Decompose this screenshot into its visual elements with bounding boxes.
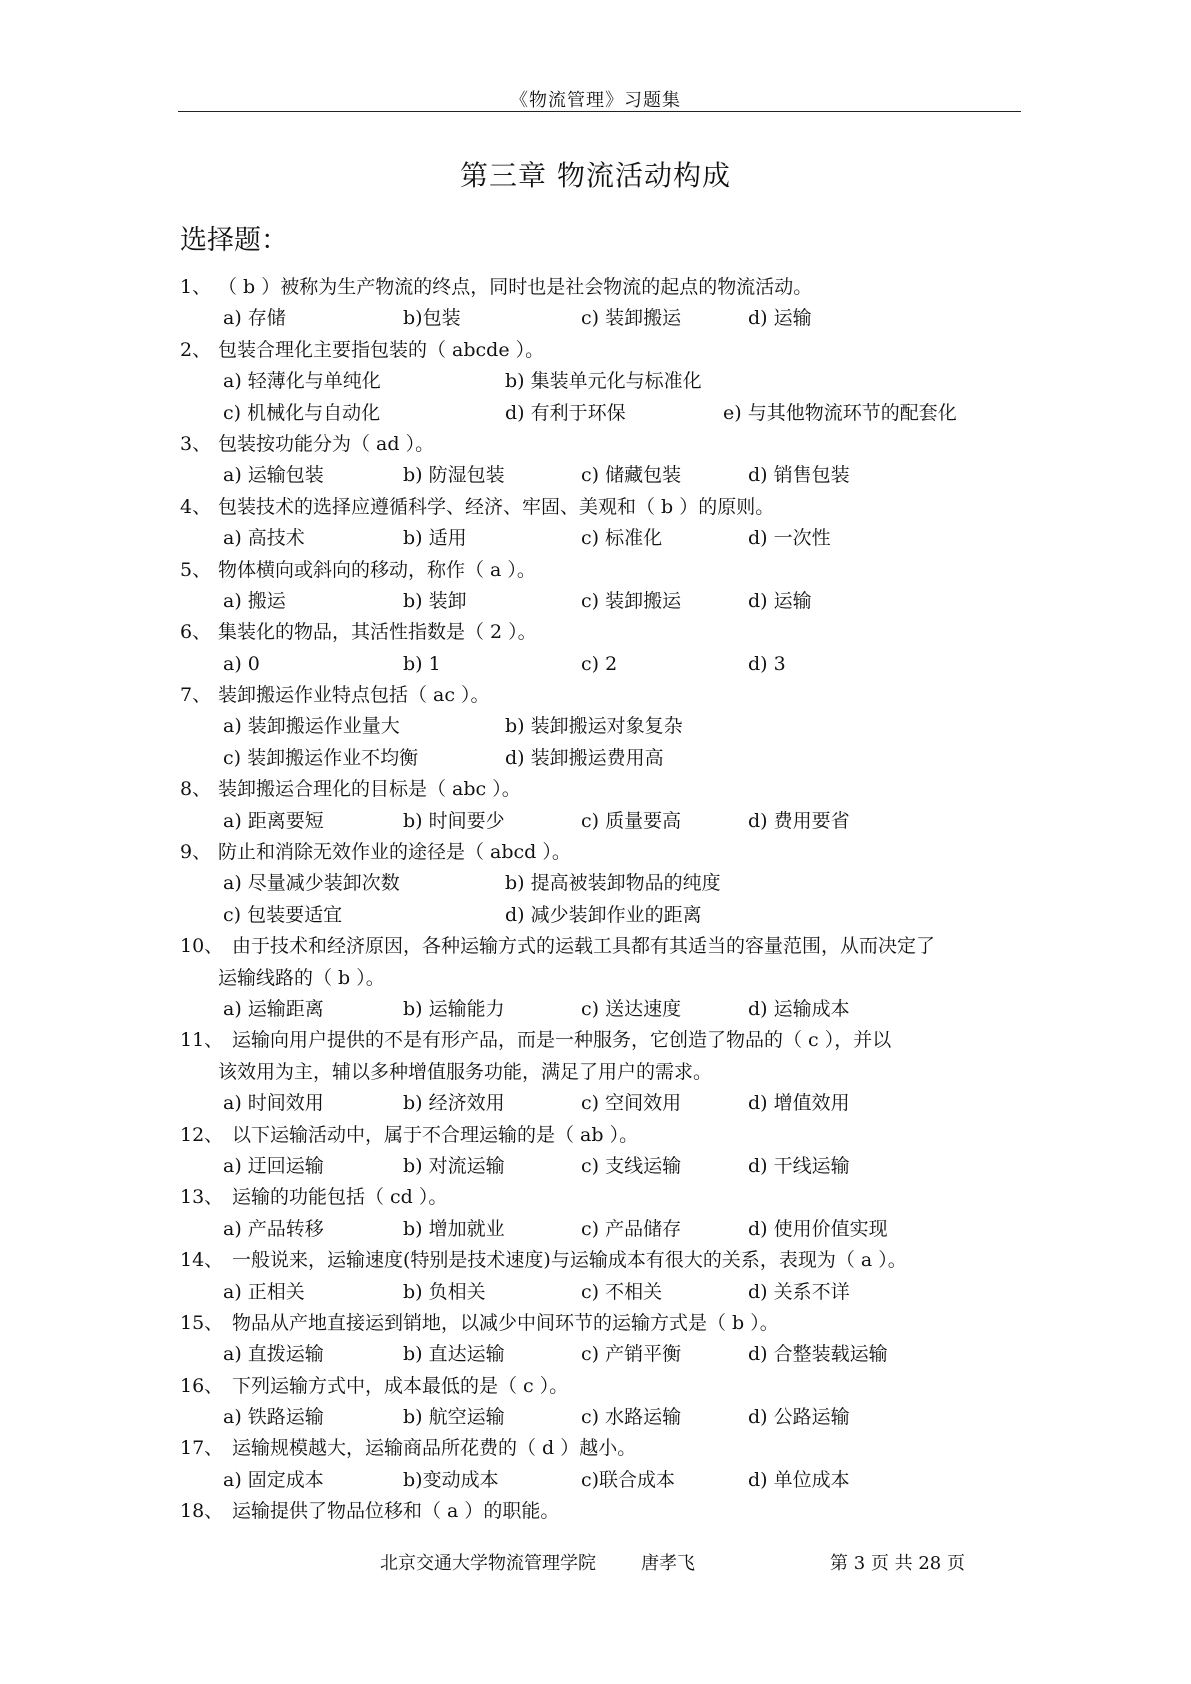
answer-option: a) 产品转移 bbox=[223, 1217, 324, 1240]
question-line bbox=[180, 335, 1020, 366]
answer-option: d) 合整装载运输 bbox=[748, 1343, 888, 1366]
question-line bbox=[180, 617, 1020, 648]
answer-option: c) 支线运输 bbox=[581, 1154, 682, 1177]
question-line bbox=[180, 680, 1020, 711]
option-row bbox=[180, 460, 1020, 491]
question-line bbox=[180, 492, 1020, 523]
question-text: 运输向用户提供的不是有形产品，而是一种服务，它创造了物品的（ c ），并以 bbox=[232, 1029, 892, 1052]
answer-option: c)联合成本 bbox=[581, 1468, 676, 1491]
option-row bbox=[180, 711, 1020, 742]
answer-option: b) 时间要少 bbox=[403, 809, 505, 832]
answer-option: c) 标准化 bbox=[581, 527, 663, 550]
question-text: 下列运输方式中，成本最低的是（ c ）。 bbox=[232, 1374, 569, 1397]
question-list bbox=[180, 272, 1020, 1528]
option-row bbox=[180, 1465, 1020, 1496]
answer-option: e) 与其他物流环节的配套化 bbox=[723, 401, 957, 424]
answer-option: c) 产品储存 bbox=[581, 1217, 682, 1240]
question-text: 运输规模越大，运输商品所花费的（ d ）越小。 bbox=[232, 1437, 637, 1460]
question-number: 8、 bbox=[180, 778, 212, 801]
question-text-continued: 运输线路的（ b ）。 bbox=[218, 966, 385, 989]
answer-option: c) 空间效用 bbox=[581, 1092, 682, 1115]
answer-option: c) 包装要适宜 bbox=[223, 903, 343, 926]
section-title: 选择题： bbox=[180, 225, 288, 256]
answer-option: d) 减少装卸作业的距离 bbox=[505, 903, 702, 926]
question-text: 物体横向或斜向的移动，称作（ a ）。 bbox=[218, 558, 536, 581]
answer-option: d) 3 bbox=[748, 652, 786, 675]
answer-option: c) 不相关 bbox=[581, 1280, 663, 1303]
answer-option: b) 装卸 bbox=[403, 589, 467, 612]
answer-option: a) 存储 bbox=[223, 307, 286, 330]
question-line bbox=[180, 272, 1020, 303]
option-row bbox=[180, 303, 1020, 334]
answer-option: d) 销售包装 bbox=[748, 464, 850, 487]
answer-option: d) 增值效用 bbox=[748, 1092, 850, 1115]
question-number: 11、 bbox=[180, 1029, 224, 1052]
question-line bbox=[180, 837, 1020, 868]
question-text: 物品从产地直接运到销地，以减少中间环节的运输方式是（ b ）。 bbox=[232, 1311, 779, 1334]
option-row bbox=[180, 994, 1020, 1025]
question-line bbox=[180, 429, 1020, 460]
question-number: 15、 bbox=[180, 1311, 224, 1334]
answer-option: b) 经济效用 bbox=[403, 1092, 505, 1115]
question-line bbox=[180, 1245, 1020, 1276]
answer-option: d) 单位成本 bbox=[748, 1468, 850, 1491]
footer-author: 唐孝飞 bbox=[641, 1553, 695, 1574]
answer-option: d) 一次性 bbox=[748, 527, 831, 550]
answer-option: b) 集装单元化与标准化 bbox=[505, 370, 702, 393]
answer-option: d) 有利于环保 bbox=[505, 401, 626, 424]
answer-option: a) 运输包装 bbox=[223, 464, 324, 487]
answer-option: a) 直拨运输 bbox=[223, 1343, 324, 1366]
question-number: 18、 bbox=[180, 1500, 224, 1523]
answer-option: a) 时间效用 bbox=[223, 1092, 324, 1115]
answer-option: a) 迂回运输 bbox=[223, 1154, 324, 1177]
question-line bbox=[180, 1371, 1020, 1402]
option-row bbox=[180, 523, 1020, 554]
question-text: 包装技术的选择应遵循科学、经济、牢固、美观和（ b ）的原则。 bbox=[218, 495, 775, 518]
question-number: 7、 bbox=[180, 684, 212, 707]
answer-option: d) 运输 bbox=[748, 589, 812, 612]
answer-option: c) 质量要高 bbox=[581, 809, 682, 832]
answer-option: c) 机械化与自动化 bbox=[223, 401, 381, 424]
answer-option: c) 装卸搬运作业不均衡 bbox=[223, 746, 419, 769]
header-divider bbox=[178, 111, 1021, 112]
answer-option: b) 航空运输 bbox=[403, 1406, 505, 1429]
option-row bbox=[180, 900, 1020, 931]
question-line bbox=[180, 1496, 1020, 1527]
option-row bbox=[180, 366, 1020, 397]
answer-option: b) 对流运输 bbox=[403, 1154, 505, 1177]
question-number: 14、 bbox=[180, 1249, 224, 1272]
question-line bbox=[180, 1182, 1020, 1213]
question-number: 3、 bbox=[180, 432, 212, 455]
answer-option: b) 1 bbox=[403, 652, 441, 675]
question-text: 包装按功能分为（ ad ）。 bbox=[218, 432, 435, 455]
option-row bbox=[180, 1277, 1020, 1308]
answer-option: c) 水路运输 bbox=[581, 1406, 682, 1429]
question-line bbox=[180, 1433, 1020, 1464]
answer-option: c) 装卸搬运 bbox=[581, 589, 682, 612]
answer-option: b) 适用 bbox=[403, 527, 467, 550]
question-text: 装卸搬运合理化的目标是（ abc ）。 bbox=[218, 778, 521, 801]
answer-option: c) 装卸搬运 bbox=[581, 307, 682, 330]
footer-page-info: 第 3 页 共 28 页 bbox=[830, 1553, 965, 1574]
option-row bbox=[180, 868, 1020, 899]
question-text: 包装合理化主要指包装的（ abcde ）。 bbox=[218, 338, 545, 361]
option-row bbox=[180, 1339, 1020, 1370]
option-row bbox=[180, 1214, 1020, 1245]
question-line bbox=[180, 1308, 1020, 1339]
answer-option: a) 高技术 bbox=[223, 527, 305, 550]
question-text: 由于技术和经济原因，各种运输方式的运载工具都有其适当的容量范围，从而决定了 bbox=[232, 935, 936, 958]
answer-option: c) 产销平衡 bbox=[581, 1343, 682, 1366]
answer-option: d) 运输成本 bbox=[748, 997, 850, 1020]
answer-option: b) 提高被装卸物品的纯度 bbox=[505, 872, 721, 895]
answer-option: b) 直达运输 bbox=[403, 1343, 505, 1366]
answer-option: a) 正相关 bbox=[223, 1280, 305, 1303]
option-row bbox=[180, 649, 1020, 680]
answer-option: b) 防湿包装 bbox=[403, 464, 505, 487]
question-text-continued: 该效用为主，辅以多种增值服务功能，满足了用户的需求。 bbox=[218, 1060, 713, 1083]
question-line bbox=[180, 1120, 1020, 1151]
answer-option: b)包装 bbox=[403, 307, 461, 330]
answer-option: a) 距离要短 bbox=[223, 809, 324, 832]
chapter-title: 第三章 物流活动构成 bbox=[460, 159, 731, 192]
answer-option: a) 轻薄化与单纯化 bbox=[223, 370, 381, 393]
question-text: 一般说来，运输速度(特别是技术速度)与运输成本有很大的关系，表现为（ a ）。 bbox=[232, 1249, 907, 1272]
answer-option: d) 干线运输 bbox=[748, 1154, 850, 1177]
option-row bbox=[180, 1088, 1020, 1119]
question-text: 装卸搬运作业特点包括（ ac ）。 bbox=[218, 684, 490, 707]
answer-option: a) 装卸搬运作业量大 bbox=[223, 715, 400, 738]
answer-option: a) 0 bbox=[223, 652, 260, 675]
answer-option: a) 固定成本 bbox=[223, 1468, 324, 1491]
option-row bbox=[180, 398, 1020, 429]
option-row bbox=[180, 1151, 1020, 1182]
answer-option: d) 公路运输 bbox=[748, 1406, 850, 1429]
answer-option: c) 送达速度 bbox=[581, 997, 682, 1020]
answer-option: a) 铁路运输 bbox=[223, 1406, 324, 1429]
answer-option: d) 费用要省 bbox=[748, 809, 850, 832]
option-row bbox=[180, 806, 1020, 837]
question-text: 运输的功能包括（ cd ）。 bbox=[232, 1186, 448, 1209]
question-line bbox=[180, 1025, 1020, 1056]
question-number: 12、 bbox=[180, 1123, 224, 1146]
question-number: 17、 bbox=[180, 1437, 224, 1460]
question-line bbox=[180, 774, 1020, 805]
option-row bbox=[180, 1402, 1020, 1433]
answer-option: c) 2 bbox=[581, 652, 618, 675]
answer-option: b)变动成本 bbox=[403, 1468, 499, 1491]
answer-option: b) 增加就业 bbox=[403, 1217, 505, 1240]
answer-option: d) 装卸搬运费用高 bbox=[505, 746, 664, 769]
option-row bbox=[180, 586, 1020, 617]
answer-option: b) 装卸搬运对象复杂 bbox=[505, 715, 683, 738]
question-line bbox=[180, 555, 1020, 586]
footer-institution: 北京交通大学物流管理学院 bbox=[380, 1553, 596, 1574]
page-header-title: 《物流管理》习题集 bbox=[510, 90, 681, 111]
answer-option: a) 尽量减少装卸次数 bbox=[223, 872, 400, 895]
question-number: 1、 bbox=[180, 276, 212, 298]
answer-option: a) 运输距离 bbox=[223, 997, 324, 1020]
question-line bbox=[180, 931, 1020, 962]
option-row bbox=[180, 743, 1020, 774]
answer-option: d) 使用价值实现 bbox=[748, 1217, 888, 1240]
question-text: 集装化的物品，其活性指数是（ 2 ）。 bbox=[218, 621, 537, 644]
question-number: 2、 bbox=[180, 338, 212, 361]
question-number: 9、 bbox=[180, 841, 212, 864]
question-number: 4、 bbox=[180, 495, 212, 518]
question-text: 防止和消除无效作业的途径是（ abcd ）。 bbox=[218, 841, 571, 864]
answer-option: c) 储藏包装 bbox=[581, 464, 682, 487]
answer-option: b) 运输能力 bbox=[403, 997, 505, 1020]
question-number: 16、 bbox=[180, 1374, 224, 1397]
question-number: 10、 bbox=[180, 935, 224, 958]
answer-option: d) 运输 bbox=[748, 307, 812, 330]
question-number: 13、 bbox=[180, 1186, 224, 1209]
question-number: 5、 bbox=[180, 558, 212, 581]
answer-option: b) 负相关 bbox=[403, 1280, 486, 1303]
question-text: 以下运输活动中，属于不合理运输的是（ ab ）。 bbox=[232, 1123, 639, 1146]
question-text: 运输提供了物品位移和（ a ）的职能。 bbox=[232, 1500, 560, 1523]
question-text: （ b ）被称为生产物流的终点，同时也是社会物流的起点的物流活动。 bbox=[218, 276, 813, 298]
question-number: 6、 bbox=[180, 621, 212, 644]
answer-option: d) 关系不详 bbox=[748, 1280, 850, 1303]
answer-option: a) 搬运 bbox=[223, 589, 286, 612]
